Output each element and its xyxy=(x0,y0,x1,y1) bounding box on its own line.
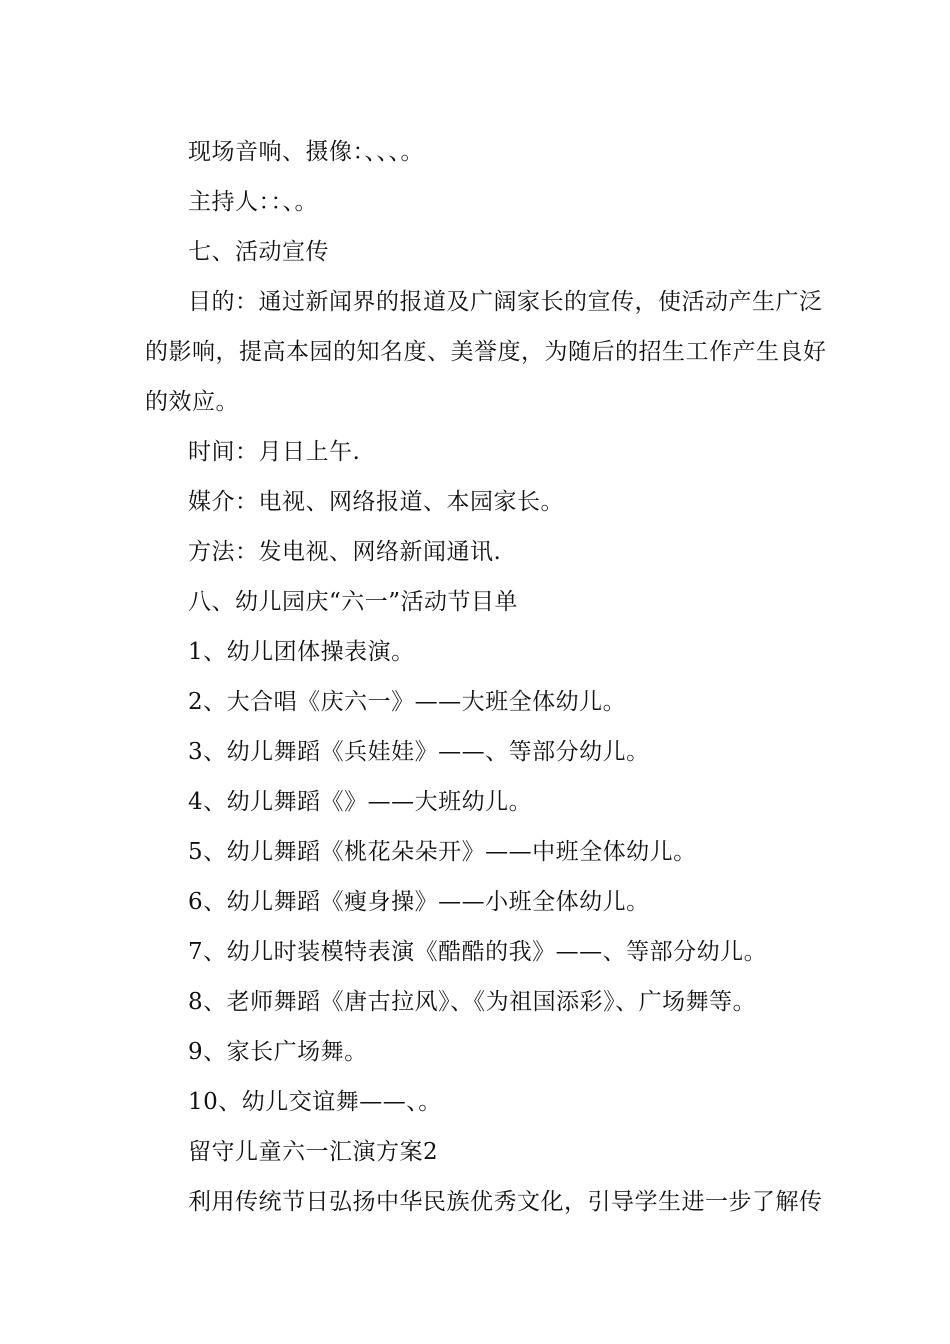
paragraph-intro-line-1: 利用传统节日弘扬中华民族优秀文化，引导学生进一步了解传 xyxy=(188,1189,823,1215)
paragraph-purpose-line-3: 的效应。 xyxy=(145,389,239,415)
program-item: 1、幼儿团体操表演。 xyxy=(188,639,415,665)
program-item: 8、老师舞蹈《唐古拉风》、《为祖国添彩》、广场舞等。 xyxy=(188,989,757,1015)
publicity-media: 媒介：电视、网络报道、本园家长。 xyxy=(188,489,564,515)
program-item: 5、幼儿舞蹈《桃花朵朵开》——中班全体幼儿。 xyxy=(188,839,697,865)
staff-host: 主持人：：、。 xyxy=(188,189,318,215)
program-item: 9、家长广场舞。 xyxy=(188,1039,368,1065)
program-item: 10、幼儿交谊舞——、。 xyxy=(188,1089,442,1115)
publicity-method: 方法：发电视、网络新闻通讯. xyxy=(188,539,502,565)
program-item: 7、幼儿时装模特表演《酷酷的我》——、等部分幼儿。 xyxy=(188,939,768,965)
paragraph-purpose-line-2: 的影响，提高本园的知名度、美誉度，为随后的招生工作产生良好 xyxy=(145,339,827,365)
program-item: 2、大合唱《庆六一》——大班全体幼儿。 xyxy=(188,689,627,715)
program-item: 4、幼儿舞蹈《》——大班幼儿。 xyxy=(188,789,533,815)
staff-sound-camera: 现场音响、摄像：、、、。 xyxy=(188,139,424,165)
program-item: 3、幼儿舞蹈《兵娃娃》——、等部分幼儿。 xyxy=(188,739,650,765)
document-title-plan-2: 留守儿童六一汇演方案2 xyxy=(188,1139,439,1165)
section-heading-publicity: 七、活动宣传 xyxy=(188,239,329,265)
section-heading-program: 八、幼儿园庆“六一”活动节目单 xyxy=(188,589,519,615)
paragraph-purpose-line-1: 目的：通过新闻界的报道及广阔家长的宣传，使活动产生广泛 xyxy=(188,289,823,315)
program-item: 6、幼儿舞蹈《瘦身操》——小班全体幼儿。 xyxy=(188,889,650,915)
publicity-time: 时间：月日上午. xyxy=(188,439,361,465)
